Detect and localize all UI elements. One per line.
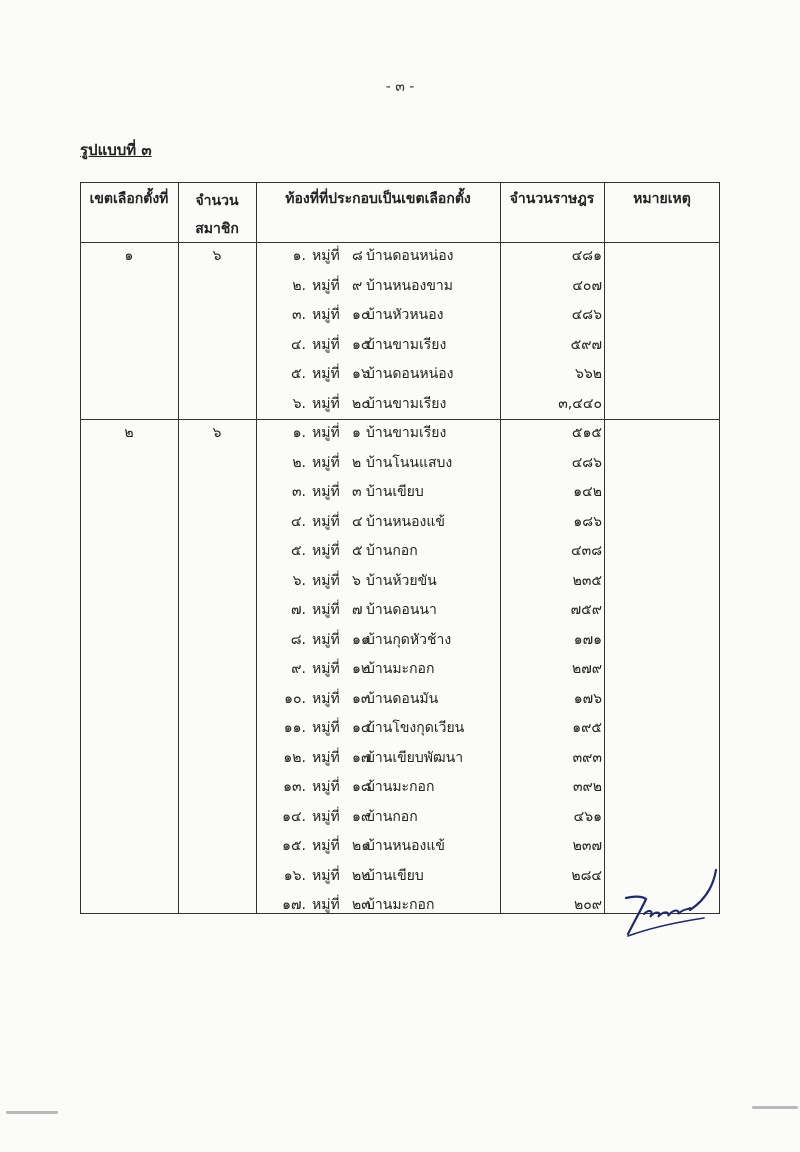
village-district-table — [80, 182, 720, 914]
population-cell: ๔๓๘ — [571, 543, 602, 559]
moo-number-cell: ๑๘ — [352, 779, 372, 795]
moo-number-cell: ๑๙ — [352, 809, 372, 825]
moo-label: หมู่ที่ — [312, 632, 340, 648]
table-row — [80, 242, 720, 271]
item-number-cell: ๔. — [290, 514, 306, 530]
table-row — [80, 331, 720, 360]
item-number-cell: ๙. — [291, 661, 306, 677]
population-cell: ๖๖๒ — [574, 366, 602, 382]
table-row — [80, 567, 720, 596]
village-name-cell: บ้านดอนหน่อง — [366, 366, 454, 382]
item-number-cell: ๑. — [292, 248, 306, 264]
moo-number-cell: ๑๔ — [352, 720, 372, 736]
moo-number-cell: ๒ — [352, 455, 362, 471]
table-row — [80, 596, 720, 625]
district-cell: ๒ — [124, 425, 134, 441]
moo-label: หมู่ที่ — [312, 691, 340, 707]
table-row — [80, 478, 720, 507]
item-number-cell: ๑. — [292, 425, 306, 441]
moo-label: หมู่ที่ — [312, 248, 340, 264]
moo-number-cell: ๙ — [352, 278, 363, 294]
moo-label: หมู่ที่ — [312, 809, 340, 825]
moo-label: หมู่ที่ — [312, 661, 340, 677]
village-name-cell: บ้านหัวหนอง — [366, 307, 444, 323]
item-number-cell: ๓. — [291, 484, 306, 500]
population-cell: ๒๓๕ — [572, 573, 602, 589]
moo-label: หมู่ที่ — [312, 602, 340, 618]
item-number-cell: ๖. — [292, 396, 306, 412]
moo-number-cell: ๖ — [352, 573, 361, 589]
village-name-cell: บ้านขามเรียง — [366, 396, 447, 412]
population-cell: ๓๙๓ — [572, 750, 602, 766]
header-population: จำนวนราษฎร — [509, 191, 595, 207]
moo-number-cell: ๔ — [352, 514, 363, 530]
item-number-cell: ๓. — [291, 307, 306, 323]
moo-label: หมู่ที่ — [312, 779, 340, 795]
moo-label: หมู่ที่ — [312, 897, 340, 913]
table-row — [80, 537, 720, 566]
moo-number-cell: ๒๐ — [352, 396, 370, 412]
table-row — [80, 744, 720, 773]
population-cell: ๑๔๒ — [573, 484, 602, 500]
item-number-cell: ๑๐. — [284, 691, 306, 707]
population-cell: ๒๗๙ — [571, 661, 602, 677]
population-cell: ๑๗๖ — [573, 691, 602, 707]
table-row — [80, 449, 720, 478]
item-number-cell: ๔. — [290, 337, 306, 353]
item-number-cell: ๗. — [291, 602, 306, 618]
village-name-cell: บ้านโขงกุดเวียน — [366, 720, 465, 736]
moo-label: หมู่ที่ — [312, 720, 340, 736]
moo-label: หมู่ที่ — [312, 396, 340, 412]
moo-label: หมู่ที่ — [312, 868, 340, 884]
table-row — [80, 685, 720, 714]
village-name-cell: บ้านกอก — [366, 809, 418, 825]
table-row — [80, 803, 720, 832]
item-number-cell: ๖. — [292, 573, 306, 589]
village-name-cell: บ้านเขียบ — [366, 868, 424, 884]
village-name-cell: บ้านขามเรียง — [366, 425, 447, 441]
population-cell: ๔๖๑ — [573, 809, 602, 825]
table-border-top — [80, 182, 720, 183]
item-number-cell: ๒. — [292, 455, 306, 471]
village-name-cell: บ้านหนองขาม — [366, 278, 454, 294]
moo-label: หมู่ที่ — [312, 573, 340, 589]
village-name-cell: บ้านห้วยขัน — [366, 573, 437, 589]
moo-number-cell: ๑๑ — [352, 632, 370, 648]
header-members-line1: จำนวน — [195, 193, 239, 209]
population-cell: ๑๗๑ — [573, 632, 602, 648]
item-number-cell: ๘. — [290, 632, 306, 648]
moo-number-cell: ๒๒ — [352, 868, 371, 884]
members-cell: ๖ — [212, 248, 222, 264]
district-cell: ๑ — [124, 248, 134, 264]
population-cell: ๕๑๕ — [571, 425, 602, 441]
scan-edge-mark — [6, 1111, 58, 1114]
village-name-cell: บ้านมะกอก — [366, 779, 435, 795]
moo-label: หมู่ที่ — [312, 337, 340, 353]
moo-number-cell: ๑๖ — [352, 366, 370, 382]
village-name-cell: บ้านขามเรียง — [366, 337, 447, 353]
table-row — [80, 419, 720, 448]
moo-number-cell: ๑๕ — [352, 337, 372, 353]
moo-label: หมู่ที่ — [312, 514, 340, 530]
moo-number-cell: ๑ — [352, 425, 361, 441]
moo-label: หมู่ที่ — [312, 750, 340, 766]
header-area: ท้องที่ที่ประกอบเป็นเขตเลือกตั้ง — [285, 191, 471, 207]
population-cell: ๕๙๗ — [570, 337, 602, 353]
header-members-line2: สมาชิก — [195, 221, 239, 237]
moo-label: หมู่ที่ — [312, 278, 340, 294]
village-name-cell: บ้านมะกอก — [366, 897, 435, 913]
item-number-cell: ๑๔. — [282, 809, 306, 825]
header-district: เขตเลือกตั้งที่ — [89, 191, 169, 207]
village-name-cell: บ้านโนนแสบง — [366, 455, 453, 471]
population-cell: ๒๐๙ — [573, 897, 602, 913]
moo-number-cell: ๘ — [352, 248, 363, 264]
village-name-cell: บ้านหนองแข้ — [366, 514, 445, 530]
village-name-cell: บ้านมะกอก — [366, 661, 435, 677]
village-name-cell: บ้านกุดหัวช้าง — [366, 632, 452, 648]
village-name-cell: บ้านเขียบพัฒนา — [366, 750, 464, 766]
table-row — [80, 714, 720, 743]
population-cell: ๗๕๙ — [570, 602, 602, 618]
moo-label: หมู่ที่ — [312, 366, 340, 382]
moo-label: หมู่ที่ — [312, 484, 340, 500]
item-number-cell: ๒. — [292, 278, 306, 294]
population-cell: ๓,๔๔๐ — [558, 396, 602, 412]
table-row — [80, 272, 720, 301]
population-cell: ๔๐๗ — [572, 278, 602, 294]
table-row — [80, 508, 720, 537]
moo-number-cell: ๗ — [352, 602, 363, 618]
population-cell: ๑๘๖ — [573, 514, 602, 530]
moo-label: หมู่ที่ — [312, 307, 340, 323]
population-cell: ๒๘๔ — [571, 868, 602, 884]
form-title: รูปแบบที่ ๓ — [80, 141, 152, 159]
item-number-cell: ๕. — [290, 366, 306, 382]
item-number-cell: ๕. — [290, 543, 306, 559]
village-name-cell: บ้านดอนนา — [366, 602, 437, 618]
population-cell: ๔๘๑ — [571, 248, 602, 264]
item-number-cell: ๑๓. — [283, 779, 306, 795]
village-name-cell: บ้านเขียบ — [366, 484, 424, 500]
population-cell: ๔๘๖ — [571, 307, 602, 323]
item-number-cell: ๑๗. — [282, 897, 306, 913]
moo-number-cell: ๒๓ — [352, 897, 371, 913]
village-name-cell: บ้านกอก — [366, 543, 418, 559]
item-number-cell: ๑๑. — [283, 720, 306, 736]
item-number-cell: ๑๒. — [283, 750, 306, 766]
moo-label: หมู่ที่ — [312, 425, 340, 441]
table-row — [80, 390, 720, 419]
scan-edge-mark — [752, 1106, 798, 1109]
table-row — [80, 626, 720, 655]
table-row — [80, 773, 720, 802]
moo-number-cell: ๕ — [352, 543, 363, 559]
moo-number-cell: ๑๐ — [352, 307, 370, 323]
moo-number-cell: ๓ — [352, 484, 362, 500]
members-cell: ๖ — [212, 425, 222, 441]
moo-number-cell: ๑๓ — [352, 691, 371, 707]
moo-label: หมู่ที่ — [312, 455, 340, 471]
table-row — [80, 360, 720, 389]
population-cell: ๓๙๒ — [572, 779, 602, 795]
moo-number-cell: ๑๗ — [352, 750, 372, 766]
village-name-cell: บ้านหนองแข้ — [366, 838, 445, 854]
item-number-cell: ๑๕. — [282, 838, 306, 854]
page-number: - ๓ - — [385, 79, 415, 95]
moo-number-cell: ๒๑ — [352, 838, 371, 854]
item-number-cell: ๑๖. — [283, 868, 306, 884]
table-row — [80, 655, 720, 684]
village-name-cell: บ้านดอนหน่อง — [366, 248, 454, 264]
village-name-cell: บ้านดอนมัน — [366, 691, 439, 707]
population-cell: ๔๘๖ — [571, 455, 602, 471]
population-cell: ๑๙๕ — [572, 720, 602, 736]
moo-number-cell: ๑๒ — [352, 661, 371, 677]
moo-label: หมู่ที่ — [312, 838, 340, 854]
signature-icon — [620, 868, 720, 940]
moo-label: หมู่ที่ — [312, 543, 340, 559]
header-remarks: หมายเหตุ — [633, 191, 691, 207]
table-row — [80, 832, 720, 861]
population-cell: ๒๓๗ — [572, 838, 602, 854]
table-row — [80, 301, 720, 330]
